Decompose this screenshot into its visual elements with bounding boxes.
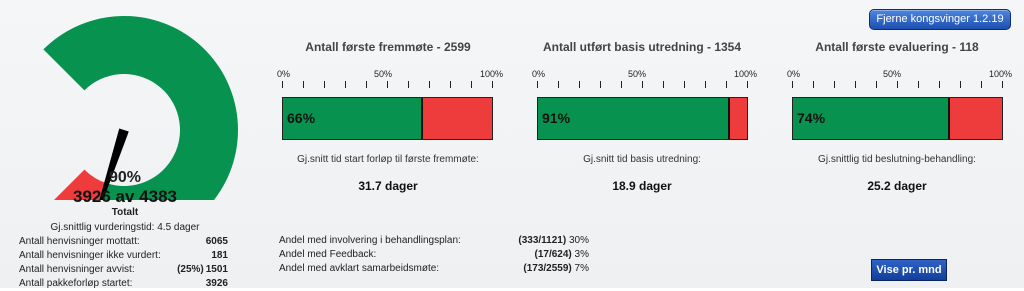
stat-label: Antall henvisninger mottatt: [19,236,140,247]
tick-mark [726,81,727,88]
tick-mark [747,81,748,88]
tick-mark [429,81,430,88]
tick-mark [387,81,388,88]
share-percent: 7% [574,263,589,274]
metric-label: Gj.snitt tid start forløp til første fremmøte: [297,154,479,165]
tick-mark [939,81,940,88]
stat-label: Antall henvisninger avvist: [19,264,135,275]
tick-mark [813,81,814,88]
metric-label: Gj.snittlig tid beslutning-behandling: [818,154,976,165]
stat-value: 3926 [205,278,228,289]
gauge-average-time: Gj.snittlig vurderingstid: 4.5 dager [50,222,200,233]
progress-percent: 91% [542,110,571,126]
share-value [535,248,589,262]
share-percent: 30% [568,235,589,246]
unit-selector-button[interactable]: Fjerne kongsvinger 1.2.19 [869,9,1011,30]
tick-mark [834,81,835,88]
tick-mark [537,81,538,88]
share-ratio: (333/1121) [518,235,567,246]
tick-mark [471,81,472,88]
tick-label: 0% [787,69,801,79]
tick-label: 100% [989,69,1013,79]
share-ratio: (173/2559) [523,263,572,274]
tick-mark [642,81,643,88]
gauge-percent: 90% [108,169,142,186]
gauge-count: 3926 av 4383 [73,187,177,206]
stat-row [19,249,228,263]
share-row [279,248,589,262]
progress-bar [282,97,493,140]
share-label: Andel med avklart samarbeidsmøte: [279,263,440,274]
metric-label: Gj.snitt tid basis utredning: [583,154,701,165]
stat-label: Antall henvisninger ikke vurdert: [19,250,161,261]
tick-mark [408,81,409,88]
stat-prefix: (25%) [177,264,204,275]
metric-value: 25.2 dager [867,179,927,193]
tick-mark [558,81,559,88]
tick-mark [324,81,325,88]
tick-mark [600,81,601,88]
tick-mark [492,81,493,88]
progress-bar [792,97,1003,140]
tick-mark [792,81,793,88]
tick-label: 50% [883,69,902,79]
tick-mark [663,81,664,88]
stat-value: 181 [211,250,228,261]
share-ratio: (17/624) [534,249,572,260]
panel-title: Antall første fremmøte - 2599 [305,40,471,54]
tick-mark [897,81,898,88]
metric-value: 31.7 dager [358,179,418,193]
tick-label: 0% [532,69,546,79]
share-value [523,262,589,276]
tick-mark [684,81,685,88]
progress-percent: 74% [797,110,826,126]
tick-mark [303,81,304,88]
share-value [518,234,589,248]
tick-mark [855,81,856,88]
share-label: Andel med involvering i behandlingsplan: [279,235,461,246]
tick-label: 50% [374,69,393,79]
stat-row [19,263,228,277]
share-stats [279,234,589,276]
gauge-total-label: Totalt [111,207,139,218]
percent-scale [270,69,506,93]
panel-title: Antall første evaluering - 118 [815,40,979,54]
metric-value: 18.9 dager [612,179,672,193]
stat-value [177,263,228,277]
share-percent: 3% [574,249,589,260]
stat-label: Antall pakkeforløp startet: [19,278,133,289]
tick-mark [366,81,367,88]
tick-label: 100% [480,69,504,79]
panel-title: Antall utført basis utredning - 1354 [542,40,742,54]
tick-mark [282,81,283,88]
share-row [279,234,589,248]
stat-value: 6065 [205,236,228,247]
tick-label: 0% [277,69,291,79]
show-per-month-button[interactable]: Vise pr. mnd [871,259,947,281]
percent-scale [779,69,1015,93]
stat-number: 1501 [205,264,228,275]
tick-mark [876,81,877,88]
referral-stats [19,235,228,291]
tick-mark [918,81,919,88]
tick-label: 100% [734,69,758,79]
stat-row [19,235,228,249]
tick-mark [345,81,346,88]
tick-mark [621,81,622,88]
tick-mark [981,81,982,88]
progress-percent: 66% [287,110,316,126]
tick-mark [705,81,706,88]
tick-mark [960,81,961,88]
stat-row [19,277,228,291]
tick-mark [579,81,580,88]
share-row [279,262,589,276]
tick-mark [1002,81,1003,88]
percent-scale [524,69,760,93]
tick-label: 50% [628,69,647,79]
share-label: Andel med Feedback: [279,249,377,260]
tick-mark [450,81,451,88]
progress-bar [537,97,748,140]
